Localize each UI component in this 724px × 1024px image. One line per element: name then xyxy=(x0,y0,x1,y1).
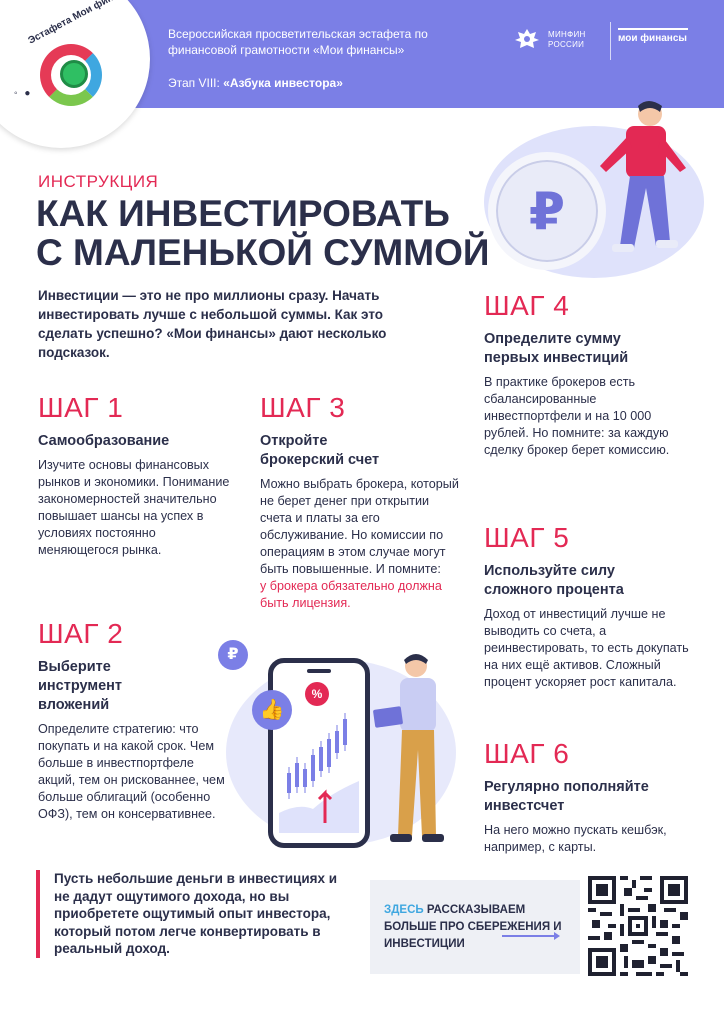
eagle-emblem-icon xyxy=(513,26,541,54)
stage-name: «Азбука инвестора» xyxy=(223,76,343,90)
relay-logo-coin-icon xyxy=(60,60,88,88)
step-2-text: Определите стратегию: что покупать и на какой срок. Чем больше в инвестпортфеле акций, тем он рискованнее, чем больше облигаций (особенно ОФЗ), тем он консервативнее. xyxy=(38,722,225,821)
step-2-number: ШАГ 2 xyxy=(38,618,124,649)
minfin-line1: МИНФИН xyxy=(548,30,586,39)
ruble-coin-icon xyxy=(488,152,606,270)
ruble-badge-icon: ₽ xyxy=(218,640,248,670)
minfin-logo-text xyxy=(548,30,586,50)
step-6-title: Регулярно пополняйте инвестсчет xyxy=(484,779,649,814)
step-3-warning: у брокера обязательно должна быть лицензия. xyxy=(260,579,442,610)
coin-ruble-symbol: ₽ xyxy=(528,183,566,241)
step-1-number: ШАГ 1 xyxy=(38,392,124,423)
page-kicker: ИНСТРУКЦИЯ xyxy=(38,172,159,191)
step-6-number: ШАГ 6 xyxy=(484,738,570,769)
bottom-note: Пусть небольшие деньги в инвестициях и не дадут ощутимого дохода, но вы приобретете ощутимый опыт инвестора, который потом легче конвертировать в реальный доход. xyxy=(36,870,348,958)
title-line1: КАК ИНВЕСТИРОВАТЬ xyxy=(36,193,450,234)
step-2 xyxy=(38,618,228,823)
intro-text: Инвестиции — это не про миллионы сразу. Начать инвестировать лучше с небольшой суммы. Как это сделать успешно? «Мои финансы» дают несколько подсказок. xyxy=(38,288,387,360)
stage-prefix: Этап VIII: xyxy=(168,76,224,90)
step-4-title: Определите сумму первых инвестиций xyxy=(484,331,629,366)
person-with-tablet-icon xyxy=(372,650,452,850)
qr-code-icon[interactable] xyxy=(588,876,688,976)
promo-text xyxy=(384,902,574,953)
step-2-title: Выберите инструмент вложений xyxy=(38,659,123,713)
step-5 xyxy=(484,522,694,691)
step-5-number: ШАГ 5 xyxy=(484,522,570,553)
brand-logo: мои финансы xyxy=(618,33,687,44)
promo-highlight: ЗДЕСЬ xyxy=(384,904,424,916)
step-4-text: В практике брокеров есть сбалансированные инвестпортфели и на 10 000 рублей. Но помните: за каждую сделку брокер берет комиссию. xyxy=(484,375,670,457)
promo-body: РАССКАЗЫВАЕМ БОЛЬШЕ ПРО СБЕРЕЖЕНИЯ И ИНВЕСТИЦИИ xyxy=(384,904,562,950)
step-4 xyxy=(484,290,694,459)
brand-line xyxy=(618,28,688,30)
promo-box[interactable] xyxy=(370,880,580,974)
step-5-title: Используйте силу сложного процента xyxy=(484,563,624,598)
relay-logo-dots: ◦ ● xyxy=(14,88,33,99)
step-1-text: Изучите основы финансовых рынков и экономики. Понимание закономерностей значительно повышает шансы на успех в условиях постоянно меняющегося рынка. xyxy=(38,458,230,557)
header-stage xyxy=(168,76,343,90)
percent-badge-icon: % xyxy=(305,682,329,706)
arrow-right-icon xyxy=(502,935,558,937)
step-4-number: ШАГ 4 xyxy=(484,290,570,321)
title-line2: С МАЛЕНЬКОЙ СУММОЙ xyxy=(36,232,490,273)
step-6-text: На него можно пускать кешбэк, например, с карты. xyxy=(484,823,667,854)
minfin-line2: РОССИИ xyxy=(548,40,585,49)
step-1-title: Самообразование xyxy=(38,433,170,449)
step-3-text: Можно выбрать брокера, который не берет денег при открытии счета и платы за его обслуживание. Но комиссии по операциям в этом случае могут быть повышенные. И помните: xyxy=(260,477,459,576)
thumbs-up-icon: 👍 xyxy=(252,690,292,730)
header-divider xyxy=(610,22,611,60)
step-5-text: Доход от инвестиций лучше не выводить со счета, а реинвестировать, то есть докупать на них ещё активов. Сложный процент ускоряет рост капитала. xyxy=(484,607,689,689)
person-pushing-coin-icon xyxy=(590,96,690,276)
step-3 xyxy=(260,392,460,612)
step-1 xyxy=(38,392,238,559)
page-title xyxy=(36,194,506,272)
step-6 xyxy=(484,738,694,856)
header-title: Всероссийская просветительская эстафета по финансовой грамотности «Мои финансы» xyxy=(168,27,428,57)
step-3-title: Откройте брокерский счет xyxy=(260,433,380,468)
step-3-number: ШАГ 3 xyxy=(260,392,346,423)
